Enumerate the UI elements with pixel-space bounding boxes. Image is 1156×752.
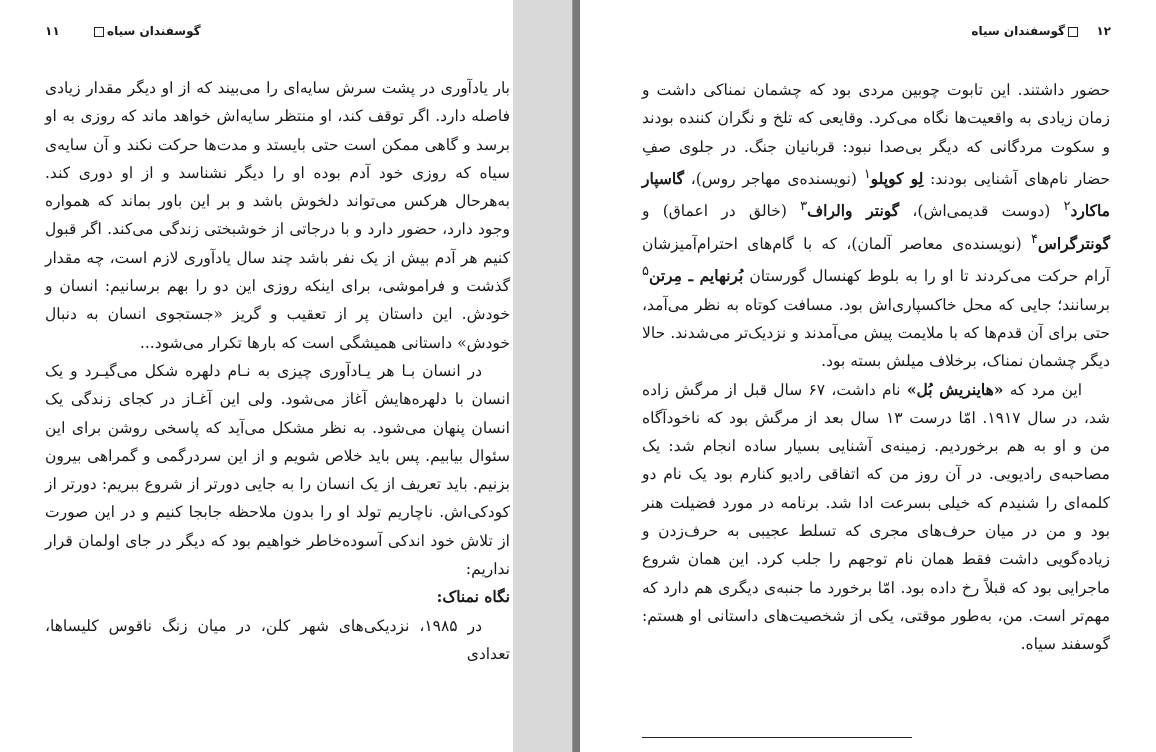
name-heinrich-boll: «هاینریش بُل»	[906, 379, 1004, 399]
right-paragraph-2: این مرد که «هاینریش بُل» نام داشت، ۶۷ سال قبل از مرگش زاده شد، در سال ۱۹۱۷. امّا درست ۱۳ سال بعد از مرگش بود که ناخودآگاه من و او به هم برخوردیم. زمینه‌ی آشنایی بسیار ساده انجام شد: یک مصاحبه‌ی رادیویی. در آن روز من که اتفاقی رادیو کنارم بود یک نام دو کلمه‌ای را شنیدم که خیلی بسرعت ادا شد. برنامه در مورد فضیلت هنر بود و من در میان حرف‌های مجری که تسلط عجیبی به حرف‌زدن و زیاده‌گویی داشت فقط همان نام توجهم را جلب کرد. این همان شروع ماجرایی بود که قبلاً رخ داده بود. امّا برخورد ما جنبه‌ی دیگری هم دارد که مهم‌تر است. من، به‌طور موقتی، یکی از شخصیت‌های داستانی او هستم: گوسفند سیاه.	[642, 379, 1110, 654]
right-page	[580, 0, 1156, 752]
name-grass: گونترگراس	[1037, 233, 1110, 253]
left-page	[0, 0, 513, 752]
square-icon	[1068, 27, 1078, 37]
left-page-number: ۱۱	[45, 24, 60, 38]
page-gutter	[513, 0, 573, 752]
right-page-body	[642, 76, 1110, 659]
name-lev-kopelev: لِو کوپلو	[870, 169, 924, 189]
right-page-number: ۱۲	[1096, 24, 1111, 38]
left-page-header	[45, 24, 513, 44]
page-divider	[572, 0, 573, 752]
name-gaspar: گاسپار ماکارد	[642, 169, 1110, 221]
section-heading: نگاه نمناک:	[436, 587, 510, 607]
left-paragraph-2: در انسان بـا هر یـادآوری چیزی به نـام دلهره شکل می‌گیـرد و یک انسان با دلهره‌هایش آغاز می‌شود. ولی این آغـاز در کجای زندگی یک انسان پنهان می‌شود. به نظر مشکل می‌آید که پاسخی روشن برای این سئوال بیابیم. پس باید خلاص شویم و از این سردرگمی و گمراهی بیرون بزنیم. باید تعریف از یک انسان را به جایی دورتر از شروع ببریم: دورتر از کودکی‌اش. ناچاریم تولد او را بدون ملاحظه جابجا کنیم و در این صورت از تلاش خود اندکی آسوده‌خاطر خواهیم بود که دیگر در جای اولمان قرار نداریم:	[45, 361, 510, 579]
footnote-ref: ۲	[1063, 199, 1071, 215]
footnote-ref: ۴	[1030, 231, 1038, 247]
right-paragraph-1: حضور داشتند. این تابوت چوبین مردی بود که چشمان نمناکی داشت و زمان زیادی به واقعیت‌ها نگاه می‌کرد. وقایعی که تلخ و نگران کننده بودند و سکوت مردگانی که دیگر بی‌صدا نبود: قربانیان جنگ. در جلوی صفِ حضار نام‌های آشنایی بودند: لِو کوپلو$^۱$ (نویسنده‌ی مهاجر روس)، گاسپار ماکارد$^۲$ (دوست قدیمی‌اش)، گونتر والراف$^۳$ (خالق در اعماق) و گونترگراس$^۴$ (نویسنده‌ی معاصر آلمان)، که با گام‌های احترام‌آمیزشان آرام حرکت می‌کردند تا او را به بلوط کهنسال گورستان بُرنهایم ـ مِرتن$^۵$ برسانند؛ جایی که محل خاکسپاری‌اش بود. مسافت کوتاه به نظر می‌آمد، حتی برای آن قدم‌ها که با ملایمت پیش می‌آمدند و نزدیک‌تر می‌شدند. حالا دیگر چشمان نمناک، برخلاف میلش بسته بود.	[642, 81, 1110, 371]
left-page-body	[45, 74, 510, 668]
right-page-header	[580, 24, 1111, 44]
left-paragraph-1: بار یادآوری در پشت سرش سایه‌ای را می‌بیند که از او دیگر مقدار زیادی فاصله دارد. اگر توقف کند، او منتظر سایه‌اش خواهد ماند که روزی به او برسد و گاهی ممکن است حتی بایستد و مدت‌ها حرکت نکند و آن سایه‌ی سیاه که روزی خود آدم بوده او را دیگر نشناسد و از او دوری کند. به‌هرحال هرکس می‌تواند دلخوش باشد و بر این باور بماند که همواره وجود دارد، حضور دارد و با درجاتی از خوشبختی زندگی می‌کند. اگر قبول کنیم هر آدم بیش از یک نفر باشد چند سال یادآوری لازم است، چه مقدار گذشت و فراموشی، برای اینکه روزی این دو را بهم برسانیم: انسان و خودش. این داستان پر از تعقیب و گریز «جستجوی انسان به دنبال خودش» داستانی همیشگی است که بارها تکرار می‌شود...	[45, 79, 510, 352]
footnote-ref: ۵	[642, 264, 649, 280]
name-bornheim: بُرنهایم ـ مِرتن	[648, 266, 744, 286]
name-wallraff: گونتر والراف	[807, 201, 900, 221]
footnote-rule	[642, 737, 912, 738]
right-running-title: گوسفندان سیاه	[971, 24, 1081, 38]
footnote-ref: ۳	[800, 199, 808, 215]
left-running-title: گوسفندان سیاه	[91, 24, 201, 38]
footnote-ref: ۱	[863, 166, 871, 182]
left-last-line: در ۱۹۸۵، نزدیکی‌های شهر کلن، در میان زنگ ناقوس کلیساها، تعدادی	[45, 616, 510, 663]
square-icon	[94, 27, 104, 37]
